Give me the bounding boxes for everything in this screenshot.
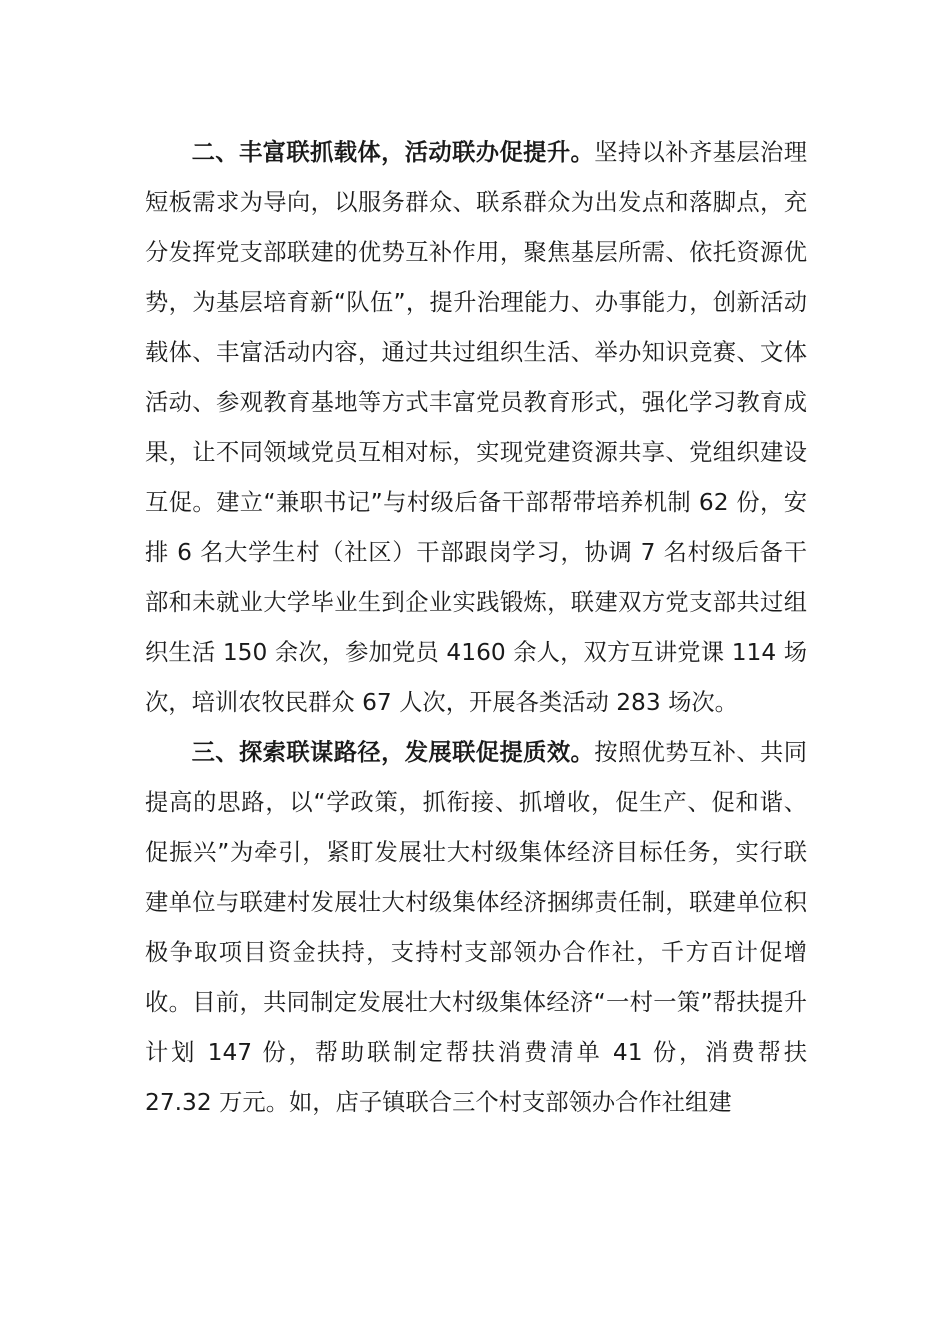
paragraph-3 [145,728,807,1128]
paragraph-3-heading: 三、探索联谋路径，发展联促提质效。 [191,739,595,766]
paragraph-3-body: 按照优势互补、共同提高的思路，以“学政策，抓衔接、抓增收，促生产、促和谐、促振兴”为牵引，紧盯发展壮大村级集体经济目标任务，实行联建单位与联建村发展壮大村级集体经济捆绑责任制，联建单位积极争取项目资金扶持，支持村支部领办合作社，千方百计促增收。目前，共同制定发展壮大村级集体经济“一村一策”帮扶提升计划 147 份，帮助联制定帮扶消费清单 41 份，消费帮扶 27.32 万元。如，店子镇联合三个村支部领办合作社组建 [145,739,808,1116]
paragraph-2 [145,128,807,728]
document-page [145,128,807,1128]
paragraph-2-body: 坚持以补齐基层治理短板需求为导向，以服务群众、联系群众为出发点和落脚点，充分发挥党支部联建的优势互补作用，聚焦基层所需、依托资源优势，为基层培育新“队伍”，提升治理能力、办事能力，创新活动载体、丰富活动内容，通过共过组织生活、举办知识竞赛、文体活动、参观教育基地等方式丰富党员教育形式，强化学习教育成果，让不同领域党员互相对标，实现党建资源共享、党组织建设互促。建立“兼职书记”与村级后备干部帮带培养机制 62 份，安排 6 名大学生村（社区）干部跟岗学习，协调 7 名村级后备干部和未就业大学毕业生到企业实践锻炼，联建双方党支部共过组织生活 150 余次，参加党员 4160 余人，双方互讲党课 114 场次，培训农牧民群众 67 人次，开展各类活动 283 场次。 [145,139,808,716]
paragraph-2-heading: 二、丰富联抓载体，活动联办促提升。 [191,139,595,166]
